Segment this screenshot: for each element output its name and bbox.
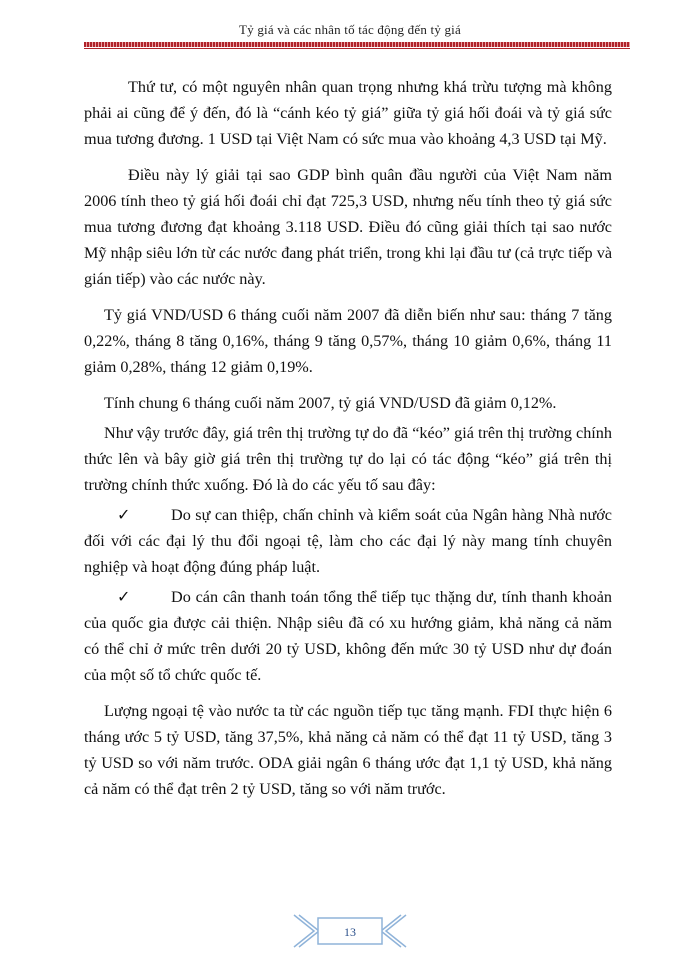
page-number: 13 bbox=[344, 925, 356, 939]
checkmark-icon: ✓ bbox=[117, 588, 131, 606]
checkmark-icon: ✓ bbox=[117, 506, 131, 524]
page-header-title: Tỷ giá và các nhân tố tác động đến tỷ giá bbox=[239, 22, 461, 37]
paragraph-1: Thứ tư, có một nguyên nhân quan trọng nhưng khá trừu tượng mà không phải ai cũng để ý đến, đó là “cánh kéo tỷ giá” giữa tỷ giá hối đoái và tỷ giá sức mua tương đương. 1 USD tại Việt Nam có sức mua vào khoảng 4,3 USD tại Mỹ. bbox=[84, 78, 612, 148]
header-divider bbox=[84, 42, 630, 47]
paragraph-6: Lượng ngoại tệ vào nước ta từ các nguồn tiếp tục tăng mạnh. FDI thực hiện 6 tháng ước 5 tỷ USD, tăng 37,5%, khả năng cả năm có thể đạt 11 tỷ USD, tăng 3 tỷ USD so với năm trước. ODA giải ngân 6 tháng ước đạt 1,1 tỷ USD, khả năng cả năm có thể đạt trên 2 tỷ USD, tăng so với năm trước. bbox=[84, 702, 612, 798]
bullet-text-2: Do cán cân thanh toán tổng thể tiếp tục thặng dư, tính thanh khoản của quốc gia được cải thiện. Nhập siêu đã có xu hướng giảm, khả năng cả năm có thể chỉ ở mức trên dưới 20 tỷ USD, không đến mức 30 tỷ USD như dự đoán của một số tổ chức quốc tế. bbox=[84, 588, 612, 684]
paragraph-4: Tính chung 6 tháng cuối năm 2007, tỷ giá VND/USD đã giảm 0,12%. bbox=[104, 394, 557, 412]
paragraph-5: Như vậy trước đây, giá trên thị trường tự do đã “kéo” giá trên thị trường chính thức lên và bây giờ giá trên thị trường tự do lại có tác động “kéo” giá trên thị trường chính thức xuống. Đó là do các yếu tố sau đây: bbox=[84, 424, 612, 494]
paragraph-2: Điều này lý giải tại sao GDP bình quân đầu người của Việt Nam năm 2006 tính theo tỷ giá hối đoái chỉ đạt 725,3 USD, nhưng nếu tính theo tỷ giá sức mua tương đương đạt khoảng 3.118 USD. Điều đó cũng giải thích tại sao nước Mỹ nhập siêu lớn từ các nước đang phát triển, trong khi lại đầu tư (cả trực tiếp và gián tiếp) vào các nước này. bbox=[84, 166, 612, 288]
bullet-text-1: Do sự can thiệp, chấn chỉnh và kiểm soát của Ngân hàng Nhà nước đối với các đại lý thu đổi ngoại tệ, làm cho các đại lý này mang tính chuyên nghiệp và hoạt động đúng pháp luật. bbox=[84, 506, 612, 576]
page-number-frame bbox=[292, 911, 408, 951]
paragraph-3: Tỷ giá VND/USD 6 tháng cuối năm 2007 đã diễn biến như sau: tháng 7 tăng 0,22%, tháng 8 tăng 0,16%, tháng 9 tăng 0,57%, tháng 10 giảm 0,6%, tháng 11 giảm 0,28%, tháng 12 giảm 0,19%. bbox=[84, 306, 612, 376]
header-divider-line bbox=[84, 48, 630, 49]
document-body bbox=[84, 74, 612, 812]
bullet-item-1 bbox=[84, 502, 612, 580]
bullet-item-2 bbox=[84, 584, 612, 688]
